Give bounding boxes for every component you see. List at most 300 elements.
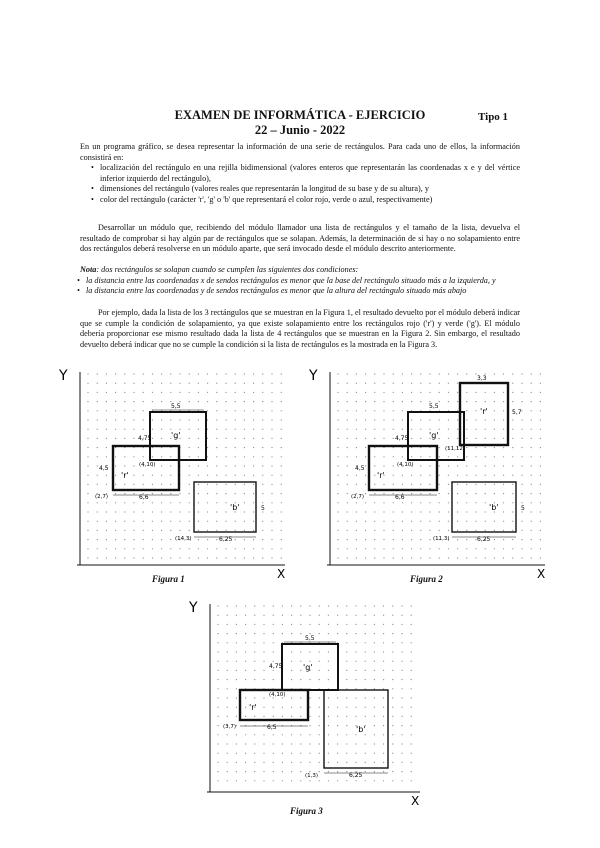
grid-dot — [115, 493, 116, 494]
grid-dot — [152, 511, 153, 512]
grid-dot — [271, 373, 272, 374]
grid-dot — [420, 392, 421, 393]
grid-dot — [115, 521, 116, 522]
grid-dot — [254, 679, 255, 680]
grid-dot — [245, 743, 246, 744]
grid-dot — [439, 511, 440, 512]
grid-dot — [189, 548, 190, 549]
grid-dot — [337, 373, 338, 374]
grid-dot — [401, 716, 402, 717]
grid-dot — [170, 484, 171, 485]
grid-dot — [282, 633, 283, 634]
grid-dot — [337, 734, 338, 735]
grid-dot — [225, 465, 226, 466]
grid-dot — [253, 465, 254, 466]
b-height-label: 5 — [261, 505, 265, 512]
grid-dot — [161, 502, 162, 503]
grid-dot — [300, 762, 301, 763]
grid-dot — [291, 605, 292, 606]
grid-dots — [87, 373, 281, 558]
grid-dot — [253, 383, 254, 384]
grid-dot — [475, 484, 476, 485]
grid-dot — [355, 688, 356, 689]
r-width-label: 6,6 — [395, 494, 405, 501]
grid-dot — [411, 392, 412, 393]
grid-dot — [236, 743, 237, 744]
grid-dot — [503, 373, 504, 374]
grid-dot — [347, 539, 348, 540]
grid-dot — [355, 670, 356, 671]
grid-dot — [346, 605, 347, 606]
grid-dot — [439, 429, 440, 430]
grid-dot — [245, 633, 246, 634]
grid-dot — [245, 771, 246, 772]
grid-dot — [115, 373, 116, 374]
grid-dot — [457, 438, 458, 439]
grid-dot — [97, 465, 98, 466]
grid-dot — [207, 438, 208, 439]
grid-dot — [97, 521, 98, 522]
grid-dot — [393, 410, 394, 411]
grid-dot — [485, 511, 486, 512]
grid-dot — [355, 642, 356, 643]
grid-dot — [531, 401, 532, 402]
grid-dot — [133, 502, 134, 503]
grid-dot — [281, 456, 282, 457]
grid-dot — [115, 392, 116, 393]
grid-dot — [494, 548, 495, 549]
grid-dot — [393, 548, 394, 549]
grid-dot — [271, 383, 272, 384]
grid-dot — [319, 624, 320, 625]
grid-dot — [161, 539, 162, 540]
grid-dot — [254, 670, 255, 671]
grid-dot — [420, 438, 421, 439]
grid-dot — [273, 716, 274, 717]
grid-dot — [466, 465, 467, 466]
grid-dot — [356, 438, 357, 439]
grid-dot — [319, 615, 320, 616]
grid-dot — [262, 465, 263, 466]
grid-dot — [152, 521, 153, 522]
grid-dot — [457, 539, 458, 540]
grid-dot — [485, 438, 486, 439]
grid-dot — [401, 771, 402, 772]
grid-dot — [503, 484, 504, 485]
b-width-label: 6,25 — [219, 536, 233, 543]
grid-dot — [337, 493, 338, 494]
grid-dot — [374, 624, 375, 625]
grid-dot — [346, 661, 347, 662]
grid-dot — [106, 557, 107, 558]
grid-dot — [383, 392, 384, 393]
grid-dot — [355, 679, 356, 680]
grid-dot — [262, 475, 263, 476]
grid-dot — [392, 734, 393, 735]
grid-dot — [420, 511, 421, 512]
grid-dot — [346, 670, 347, 671]
grid-dot — [485, 429, 486, 430]
grid-dot — [392, 615, 393, 616]
grid-dot — [143, 539, 144, 540]
grid-dot — [411, 771, 412, 772]
grid-dot — [485, 456, 486, 457]
grid-dot — [540, 484, 541, 485]
grid-dot — [466, 429, 467, 430]
grid-dot — [337, 521, 338, 522]
grid-dot — [346, 642, 347, 643]
grid-dot — [365, 419, 366, 420]
grid-dot — [235, 392, 236, 393]
grid-dot — [494, 484, 495, 485]
grid-dot — [217, 771, 218, 772]
grid-dot — [457, 456, 458, 457]
grid-dot — [106, 447, 107, 448]
grid-dot — [402, 373, 403, 374]
grid-dot — [401, 707, 402, 708]
grid-dot — [227, 753, 228, 754]
grid-dot — [374, 530, 375, 531]
grid-dot — [328, 605, 329, 606]
grid-dot — [271, 502, 272, 503]
grid-dot — [236, 642, 237, 643]
grid-dot — [244, 438, 245, 439]
grid-dot — [263, 642, 264, 643]
g-height-label: 4,75 — [395, 435, 409, 442]
grid-dot — [319, 697, 320, 698]
grid-dot — [161, 511, 162, 512]
grid-dot — [401, 734, 402, 735]
grid-dot — [485, 401, 486, 402]
grid-dot — [383, 661, 384, 662]
grid-dot — [189, 521, 190, 522]
grid-dot — [494, 429, 495, 430]
grid-dot — [346, 651, 347, 652]
grid-dot — [291, 679, 292, 680]
grid-dot — [383, 429, 384, 430]
grid-dot — [263, 633, 264, 634]
grid-dot — [356, 502, 357, 503]
grid-dot — [383, 753, 384, 754]
grid-dot — [198, 392, 199, 393]
grid-dot — [365, 383, 366, 384]
grid-dot — [198, 438, 199, 439]
grid-dot — [328, 771, 329, 772]
grid-dot — [365, 511, 366, 512]
grid-dot — [383, 780, 384, 781]
grid-dot — [263, 716, 264, 717]
grid-dot — [87, 438, 88, 439]
grid-dot — [531, 465, 532, 466]
grid-dot — [87, 447, 88, 448]
grid-dot — [281, 429, 282, 430]
grid-dot — [217, 605, 218, 606]
grid-dot — [347, 419, 348, 420]
grid-dot — [512, 548, 513, 549]
grid-dot — [198, 548, 199, 549]
grid-dot — [429, 392, 430, 393]
grid-dot — [133, 383, 134, 384]
grid-dot — [225, 502, 226, 503]
grid-dot — [262, 392, 263, 393]
grid-dot — [337, 539, 338, 540]
grid-dot — [300, 697, 301, 698]
grid-dot — [466, 401, 467, 402]
grid-dot — [225, 484, 226, 485]
grid-dot — [198, 493, 199, 494]
grid-dot — [309, 725, 310, 726]
grid-dot — [531, 438, 532, 439]
grid-dot — [216, 511, 217, 512]
grid-dot — [254, 605, 255, 606]
grid-dot — [411, 707, 412, 708]
grid-dot — [503, 502, 504, 503]
grid-dot — [448, 392, 449, 393]
grid-dot — [179, 373, 180, 374]
grid-dot — [253, 502, 254, 503]
grid-dot — [365, 557, 366, 558]
grid-dot — [263, 771, 264, 772]
grid-dot — [448, 419, 449, 420]
grid-dot — [503, 548, 504, 549]
exam-title — [0, 108, 600, 138]
grid-dot — [245, 762, 246, 763]
grid-dot — [392, 697, 393, 698]
grid-dot — [347, 410, 348, 411]
grid-dot — [383, 771, 384, 772]
grid-dot — [512, 456, 513, 457]
grid-dot — [281, 373, 282, 374]
grid-dot — [402, 392, 403, 393]
grid-dot — [170, 493, 171, 494]
grid-dot — [235, 548, 236, 549]
grid-dot — [309, 615, 310, 616]
grid-dot — [152, 429, 153, 430]
grid-dot — [383, 502, 384, 503]
grid-dot — [262, 410, 263, 411]
grid-dot — [402, 502, 403, 503]
grid-dot — [143, 521, 144, 522]
grid-dot — [457, 530, 458, 531]
grid-dot — [401, 633, 402, 634]
grid-dot — [235, 373, 236, 374]
grid-dot — [124, 373, 125, 374]
grid-dot — [133, 456, 134, 457]
grid-dot — [282, 605, 283, 606]
grid-dot — [225, 401, 226, 402]
grid-dot — [97, 456, 98, 457]
grid-dot — [281, 410, 282, 411]
grid-dot — [457, 548, 458, 549]
grid-dot — [448, 511, 449, 512]
grid-dot — [365, 438, 366, 439]
grid-dot — [383, 383, 384, 384]
grid-dot — [152, 401, 153, 402]
grid-dot — [457, 521, 458, 522]
grid-dot — [393, 530, 394, 531]
grid-dot — [401, 697, 402, 698]
grid-dot — [227, 762, 228, 763]
g-height-label: 4,75 — [269, 663, 283, 670]
grid-dot — [115, 484, 116, 485]
grid-dot — [485, 484, 486, 485]
grid-dot — [411, 697, 412, 698]
grid-dot — [393, 429, 394, 430]
grid-dot — [429, 465, 430, 466]
grid-dot — [475, 557, 476, 558]
grid-dot — [347, 557, 348, 558]
grid-dot — [271, 521, 272, 522]
grid-dot — [475, 475, 476, 476]
rect-red-color: 'r' — [249, 703, 257, 712]
grid-dot — [374, 633, 375, 634]
grid-dot — [328, 743, 329, 744]
grid-dot — [337, 511, 338, 512]
grid-dot — [392, 633, 393, 634]
grid-dot — [271, 447, 272, 448]
rect-red — [113, 446, 179, 490]
grid-dot — [429, 475, 430, 476]
grid-dot — [291, 707, 292, 708]
grid-dot — [263, 661, 264, 662]
grid-dot — [374, 410, 375, 411]
grid-dot — [540, 419, 541, 420]
grid-dot — [217, 651, 218, 652]
grid-dot — [531, 419, 532, 420]
grid-dot — [503, 447, 504, 448]
grid-dot — [485, 530, 486, 531]
grid-dot — [271, 465, 272, 466]
r-origin-label: (3,7) — [223, 724, 237, 730]
grid-dot — [189, 465, 190, 466]
grid-dot — [207, 521, 208, 522]
grid-dot — [245, 780, 246, 781]
grid-dot — [262, 456, 263, 457]
title-line-1: EXAMEN DE INFORMÁTICA - EJERCICIO — [174, 108, 426, 122]
grid-dot — [198, 521, 199, 522]
grid-dot — [337, 392, 338, 393]
grid-dot — [356, 521, 357, 522]
grid-dot — [429, 419, 430, 420]
grid-dot — [281, 530, 282, 531]
y-axis-label: Y — [189, 600, 198, 616]
grid-dot — [374, 484, 375, 485]
grid-dot — [466, 410, 467, 411]
grid-dot — [97, 447, 98, 448]
grid-dot — [448, 484, 449, 485]
grid-dot — [393, 502, 394, 503]
grid-dot — [97, 511, 98, 512]
grid-dot — [393, 557, 394, 558]
grid-dot — [262, 447, 263, 448]
grid-dot — [494, 493, 495, 494]
grid-dot — [365, 688, 366, 689]
note-bullets — [80, 276, 520, 297]
grid-dot — [448, 465, 449, 466]
grid-dot — [383, 401, 384, 402]
grid-dot — [106, 502, 107, 503]
b-height-label: 5 — [521, 505, 525, 512]
grid-dot — [402, 521, 403, 522]
grid-dot — [356, 456, 357, 457]
grid-dot — [411, 429, 412, 430]
grid-dot — [521, 447, 522, 448]
grid-dot — [170, 475, 171, 476]
grid-dot — [466, 447, 467, 448]
grid-dot — [420, 548, 421, 549]
grid-dot — [271, 401, 272, 402]
grid-dot — [393, 419, 394, 420]
grid-dot — [475, 456, 476, 457]
grid-dot — [225, 548, 226, 549]
grid-dot — [152, 548, 153, 549]
grid-dot — [319, 633, 320, 634]
grid-dot — [235, 484, 236, 485]
grid-dot — [227, 642, 228, 643]
grid-dot — [106, 419, 107, 420]
grid-dot — [161, 438, 162, 439]
grid-dot — [411, 502, 412, 503]
grid-dot — [540, 521, 541, 522]
grid-dot — [401, 670, 402, 671]
grid-dot — [271, 548, 272, 549]
grid-dot — [115, 401, 116, 402]
grid-dot — [531, 392, 532, 393]
grid-dot — [207, 401, 208, 402]
grid-dot — [198, 502, 199, 503]
grid-dot — [365, 762, 366, 763]
grid-dot — [347, 447, 348, 448]
r-width-label: 6,6 — [139, 494, 149, 501]
grid-dot — [448, 557, 449, 558]
intro-text: En un programa gráfico, se desea representar la información de una serie de rectángulos. Para cada uno de ellos, la información consistirá en: — [80, 142, 520, 162]
grid-dot — [355, 615, 356, 616]
grid-dot — [439, 447, 440, 448]
grid-dot — [521, 502, 522, 503]
grid-dot — [347, 438, 348, 439]
grid-dot — [291, 697, 292, 698]
grid-dot — [115, 548, 116, 549]
grid-dot — [365, 716, 366, 717]
g-width-label: 5,5 — [429, 403, 439, 410]
grid-dot — [466, 475, 467, 476]
grid-dot — [216, 392, 217, 393]
grid-dot — [457, 392, 458, 393]
grid-dot — [383, 725, 384, 726]
grid-dot — [401, 605, 402, 606]
rect-red — [369, 446, 437, 490]
grid-dot — [346, 780, 347, 781]
grid-dot — [365, 447, 366, 448]
grid-dot — [337, 401, 338, 402]
grid-dot — [392, 688, 393, 689]
grid-dot — [319, 651, 320, 652]
grid-dot — [97, 383, 98, 384]
grid-dot — [161, 401, 162, 402]
grid-dot — [503, 410, 504, 411]
grid-dot — [355, 633, 356, 634]
grid-dot — [392, 780, 393, 781]
grid-dot — [216, 410, 217, 411]
grid-dot — [227, 651, 228, 652]
grid-dot — [401, 780, 402, 781]
grid-dot — [420, 419, 421, 420]
grid-dot — [365, 429, 366, 430]
grid-dot — [319, 679, 320, 680]
grid-dot — [439, 530, 440, 531]
grid-dot — [115, 456, 116, 457]
grid-dot — [374, 707, 375, 708]
